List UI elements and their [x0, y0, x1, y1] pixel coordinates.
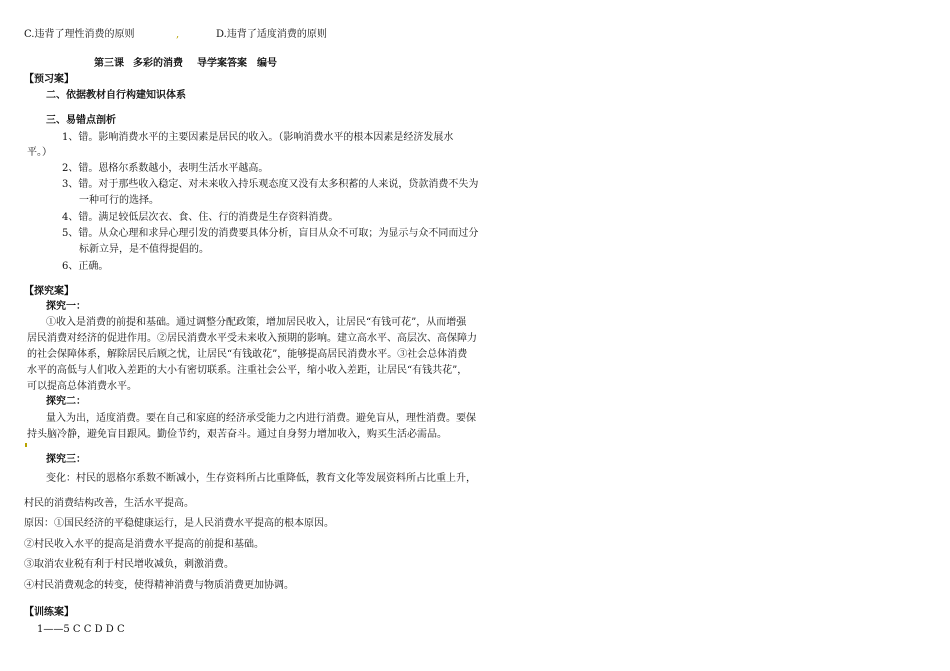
title-kind: 导学案答案 — [197, 58, 247, 69]
explore-q1-line: ①收入是消费的前提和基础。通过调整分配政策，增加居民收入，让居民“有钱可花”，从而增强 — [46, 317, 467, 328]
training-header: 【训练案】 — [24, 607, 74, 618]
explore-q3-line: ②村民收入水平的提高是消费水平提高的前提和基础。 — [24, 539, 264, 550]
preview-item: 5、错。从众心理和求异心理引发的消费要具体分析，盲目从众不可取；为显示与众不同而过分 — [62, 228, 479, 239]
explore-q1-line: 可以提高总体消费水平。 — [27, 381, 137, 392]
explore-q3-line: 村民的消费结构改善，生活水平提高。 — [24, 498, 194, 509]
explore-header: 【探究案】 — [24, 286, 74, 297]
option-d: D.违背了适度消费的原则 — [216, 29, 327, 40]
stray-mark — [25, 443, 27, 447]
preview-item: 一种可行的选择。 — [79, 195, 159, 206]
preview-section-3: 三、易错点剖析 — [46, 115, 116, 126]
explore-q3-title: 探究三： — [46, 454, 86, 465]
separator-comma: , — [176, 29, 180, 40]
explore-q2-line: 量入为出，适度消费。要在自己和家庭的经济承受能力之内进行消费。避免盲从，理性消费。要保 — [46, 413, 476, 424]
preview-section-2: 二、依据教材自行构建知识体系 — [46, 90, 186, 101]
explore-q1-line: 居民消费对经济的促进作用。②居民消费水平受未来收入预期的影响。建立高水平、高层次、高保障力 — [27, 333, 477, 344]
explore-q3-line: ③取消农业税有利于村民增收减负，刺激消费。 — [24, 559, 234, 570]
explore-q3-line: 原因：①国民经济的平稳健康运行，是人民消费水平提高的根本原因。 — [24, 518, 334, 529]
title-topic: 多彩的消费 — [133, 58, 183, 69]
explore-q3-line: ④村民消费观念的转变，使得精神消费与物质消费更加协调。 — [24, 580, 294, 591]
title-number-label: 编号 — [257, 58, 277, 69]
preview-header: 【预习案】 — [24, 74, 74, 85]
explore-q1-line: 水平的高低与人们收入差距的大小有密切联系。注重社会公平，缩小收入差距，让居民“有钱共花”， — [27, 365, 468, 376]
training-answers: 1——5 C C D D C — [37, 624, 125, 635]
preview-item: 2、错。恩格尔系数越小，表明生活水平越高。 — [62, 163, 269, 174]
preview-item: 标新立异，是不值得提倡的。 — [79, 244, 209, 255]
explore-q2-line: 持头脑冷静，避免盲目跟风。勤俭节约，艰苦奋斗。通过自身努力增加收入，购买生活必需品。 — [27, 429, 447, 440]
explore-q1-title: 探究一： — [46, 301, 86, 312]
preview-item: 3、错。对于那些收入稳定、对未来收入持乐观态度又没有太多积蓄的人来说，贷款消费不失为 — [62, 179, 479, 190]
explore-q2-title: 探究二： — [46, 396, 86, 407]
explore-q3-line: 变化：村民的恩格尔系数不断减小，生存资料所占比重降低，教育文化等发展资料所占比重上升， — [46, 473, 476, 484]
preview-item: 4、错。满足较低层次衣、食、住、行的消费是生存资料消费。 — [62, 212, 339, 223]
preview-item: 6、正确。 — [62, 261, 109, 272]
preview-item: 1、错。影响消费水平的主要因素是居民的收入。（影响消费水平的根本因素是经济发展水 — [62, 132, 454, 143]
option-c: C.违背了理性消费的原则 — [24, 29, 135, 40]
explore-q1-line: 的社会保障体系，解除居民后顾之忧，让居民“有钱敢花”，能够提高居民消费水平。③社会总体消费 — [27, 349, 468, 360]
title-lesson: 第三课 — [94, 58, 124, 69]
preview-item: 平。） — [27, 147, 52, 158]
